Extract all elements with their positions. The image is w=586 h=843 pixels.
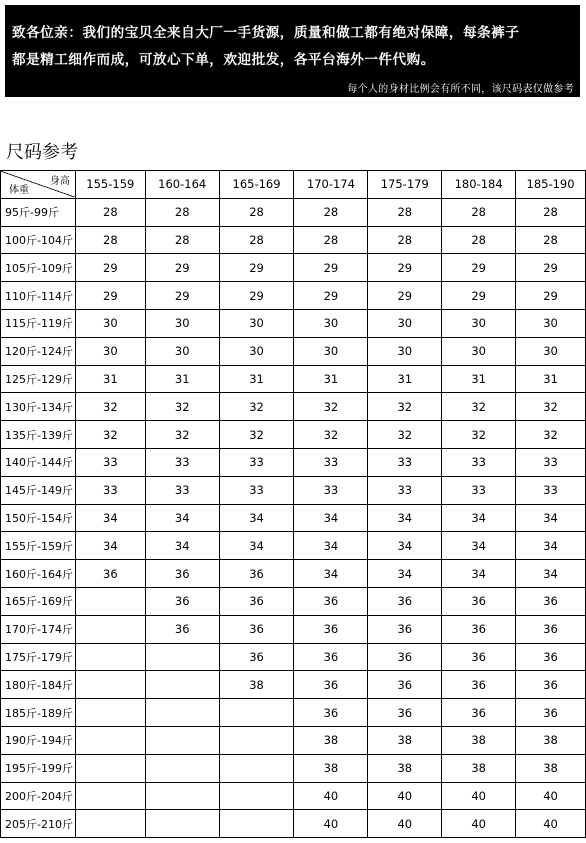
size-cell: 29: [75, 254, 145, 282]
size-cell: [145, 726, 219, 754]
weight-label: 195斤-199斤: [1, 754, 76, 782]
size-cell: 30: [294, 309, 368, 337]
notice-line-1: 致各位亲：我们的宝贝全来自大厂一手货源，质量和做工都有绝对保障，每条裤子: [12, 25, 520, 41]
size-cell: 33: [219, 476, 294, 504]
table-row: [1, 393, 586, 421]
size-cell: 36: [442, 699, 516, 727]
size-cell: 36: [294, 643, 368, 671]
size-cell: 32: [294, 393, 368, 421]
size-cell: 29: [145, 282, 219, 310]
size-cell: 34: [442, 560, 516, 588]
weight-label: 115斤-119斤: [1, 309, 76, 337]
size-cell: 38: [516, 726, 586, 754]
size-cell: 28: [145, 198, 219, 226]
size-cell: 28: [516, 226, 586, 254]
column-header: 160-164: [145, 171, 219, 199]
table-row: [1, 643, 586, 671]
size-cell: [145, 671, 219, 699]
size-cell: 29: [75, 282, 145, 310]
size-cell: 32: [442, 393, 516, 421]
size-cell: [75, 810, 145, 838]
size-cell: 33: [145, 448, 219, 476]
size-cell: 30: [75, 309, 145, 337]
size-cell: [145, 699, 219, 727]
size-cell: [219, 754, 294, 782]
header-row: [1, 171, 586, 199]
size-cell: 28: [368, 198, 442, 226]
weight-label: 125斤-129斤: [1, 365, 76, 393]
size-cell: 28: [442, 226, 516, 254]
size-cell: 33: [75, 448, 145, 476]
size-cell: 28: [145, 226, 219, 254]
table-row: [1, 476, 586, 504]
size-cell: 38: [294, 726, 368, 754]
size-cell: 33: [368, 448, 442, 476]
size-cell: 31: [368, 365, 442, 393]
size-cell: 32: [516, 421, 586, 449]
size-cell: 34: [516, 532, 586, 560]
table-row: [1, 810, 586, 838]
size-cell: 32: [368, 393, 442, 421]
size-cell: 36: [219, 560, 294, 588]
size-cell: 36: [516, 699, 586, 727]
size-cell: 29: [368, 254, 442, 282]
size-cell: 28: [294, 198, 368, 226]
size-cell: 33: [145, 476, 219, 504]
column-header: 180-184: [442, 171, 516, 199]
size-cell: 34: [442, 504, 516, 532]
size-cell: 30: [75, 337, 145, 365]
size-cell: 36: [145, 587, 219, 615]
size-cell: 40: [442, 810, 516, 838]
size-cell: 36: [75, 560, 145, 588]
size-cell: 30: [442, 337, 516, 365]
size-cell: [75, 782, 145, 810]
size-cell: 31: [442, 365, 516, 393]
notice-line-2: 都是精工细作而成，可放心下单，欢迎批发，各平台海外一件代购。: [12, 52, 435, 68]
size-cell: 29: [219, 282, 294, 310]
size-cell: 32: [516, 393, 586, 421]
size-cell: [75, 671, 145, 699]
size-cell: 36: [145, 615, 219, 643]
size-cell: [145, 643, 219, 671]
weight-label: 120斤-124斤: [1, 337, 76, 365]
table-row: [1, 726, 586, 754]
column-header: 170-174: [294, 171, 368, 199]
size-cell: 36: [516, 643, 586, 671]
size-cell: 34: [368, 560, 442, 588]
weight-label: 200斤-204斤: [1, 782, 76, 810]
table-row: [1, 421, 586, 449]
size-cell: 38: [442, 726, 516, 754]
size-cell: 32: [145, 421, 219, 449]
weight-label: 145斤-149斤: [1, 476, 76, 504]
size-cell: 34: [294, 532, 368, 560]
size-cell: 28: [219, 198, 294, 226]
size-cell: 33: [442, 476, 516, 504]
weight-label: 205斤-210斤: [1, 810, 76, 838]
notice-disclaimer: 每个人的身材比例会有所不同，该尺码表仅做参考: [347, 84, 574, 95]
size-cell: 32: [145, 393, 219, 421]
size-cell: [219, 699, 294, 727]
section-title: 尺码参考: [6, 142, 78, 163]
weight-label: 130斤-134斤: [1, 393, 76, 421]
weight-label: 165斤-169斤: [1, 587, 76, 615]
size-cell: 28: [219, 226, 294, 254]
size-cell: 32: [75, 393, 145, 421]
table-row: [1, 615, 586, 643]
column-header: 165-169: [219, 171, 294, 199]
size-cell: 29: [516, 254, 586, 282]
size-cell: 30: [294, 337, 368, 365]
table-row: [1, 309, 586, 337]
size-cell: 36: [442, 671, 516, 699]
size-cell: 36: [442, 643, 516, 671]
size-cell: 30: [516, 309, 586, 337]
size-cell: 28: [516, 198, 586, 226]
weight-label: 175斤-179斤: [1, 643, 76, 671]
size-cell: 34: [442, 532, 516, 560]
size-cell: 31: [219, 365, 294, 393]
size-cell: 28: [294, 226, 368, 254]
size-cell: 28: [75, 226, 145, 254]
column-header: 185-190: [516, 171, 586, 199]
size-cell: 34: [219, 532, 294, 560]
size-cell: 28: [75, 198, 145, 226]
table-row: [1, 504, 586, 532]
size-cell: 31: [294, 365, 368, 393]
size-cell: 30: [219, 309, 294, 337]
size-cell: [75, 615, 145, 643]
size-cell: 36: [145, 560, 219, 588]
size-cell: 40: [516, 782, 586, 810]
table-row: [1, 337, 586, 365]
notice-banner: [5, 5, 580, 97]
size-cell: [75, 754, 145, 782]
size-cell: 38: [294, 754, 368, 782]
size-cell: 34: [75, 532, 145, 560]
size-cell: 40: [294, 810, 368, 838]
table-row: [1, 560, 586, 588]
size-cell: 32: [75, 421, 145, 449]
size-cell: 32: [368, 421, 442, 449]
size-cell: [75, 726, 145, 754]
size-cell: 30: [145, 309, 219, 337]
size-cell: [145, 754, 219, 782]
size-cell: 36: [219, 643, 294, 671]
size-cell: 38: [368, 726, 442, 754]
size-cell: 33: [442, 448, 516, 476]
size-cell: 30: [368, 309, 442, 337]
size-cell: 31: [75, 365, 145, 393]
size-cell: 36: [442, 587, 516, 615]
size-cell: 36: [219, 587, 294, 615]
size-cell: 34: [75, 504, 145, 532]
size-cell: [145, 810, 219, 838]
table-row: [1, 365, 586, 393]
weight-label: 185斤-189斤: [1, 699, 76, 727]
table-row: [1, 532, 586, 560]
size-cell: [219, 726, 294, 754]
size-cell: [219, 810, 294, 838]
size-cell: 31: [145, 365, 219, 393]
size-cell: 36: [442, 615, 516, 643]
size-cell: 36: [294, 587, 368, 615]
size-cell: 30: [368, 337, 442, 365]
size-cell: 36: [368, 615, 442, 643]
size-cell: 32: [294, 421, 368, 449]
weight-label: 140斤-144斤: [1, 448, 76, 476]
size-cell: 36: [294, 699, 368, 727]
column-header: 175-179: [368, 171, 442, 199]
table-row: [1, 282, 586, 310]
size-cell: 34: [368, 532, 442, 560]
size-cell: 29: [219, 254, 294, 282]
size-cell: 34: [145, 504, 219, 532]
size-cell: 38: [219, 671, 294, 699]
size-cell: 36: [368, 671, 442, 699]
table-row: [1, 671, 586, 699]
size-cell: 38: [516, 754, 586, 782]
size-cell: 40: [368, 810, 442, 838]
size-cell: 38: [442, 754, 516, 782]
weight-label: 135斤-139斤: [1, 421, 76, 449]
size-cell: [75, 587, 145, 615]
size-cell: 34: [516, 560, 586, 588]
size-cell: 28: [368, 226, 442, 254]
weight-label: 170斤-174斤: [1, 615, 76, 643]
size-cell: 33: [294, 448, 368, 476]
size-cell: 36: [368, 643, 442, 671]
size-cell: 40: [368, 782, 442, 810]
size-cell: 38: [368, 754, 442, 782]
size-cell: 34: [294, 504, 368, 532]
size-cell: 40: [516, 810, 586, 838]
size-cell: 33: [516, 448, 586, 476]
size-cell: 32: [442, 421, 516, 449]
size-cell: 34: [516, 504, 586, 532]
size-cell: 36: [368, 587, 442, 615]
size-cell: [75, 699, 145, 727]
size-cell: 29: [294, 282, 368, 310]
size-cell: 30: [219, 337, 294, 365]
size-cell: 30: [442, 309, 516, 337]
table-row: [1, 587, 586, 615]
height-axis-label: 身高: [49, 176, 70, 188]
size-cell: 33: [75, 476, 145, 504]
size-cell: 29: [294, 254, 368, 282]
size-cell: 40: [294, 782, 368, 810]
size-cell: 36: [219, 615, 294, 643]
table-row: [1, 699, 586, 727]
size-cell: 33: [368, 476, 442, 504]
size-cell: [75, 643, 145, 671]
table-row: [1, 754, 586, 782]
size-cell: 29: [145, 254, 219, 282]
size-chart-table: [0, 170, 586, 838]
table-row: [1, 226, 586, 254]
size-cell: 36: [516, 671, 586, 699]
size-cell: 29: [442, 282, 516, 310]
size-cell: 30: [145, 337, 219, 365]
size-cell: 36: [516, 615, 586, 643]
table-row: [1, 254, 586, 282]
size-cell: 33: [294, 476, 368, 504]
size-cell: 33: [516, 476, 586, 504]
size-cell: 36: [368, 699, 442, 727]
size-cell: 34: [368, 504, 442, 532]
corner-cell: [1, 171, 76, 199]
weight-label: 190斤-194斤: [1, 726, 76, 754]
size-cell: 36: [294, 615, 368, 643]
size-cell: 34: [219, 504, 294, 532]
size-cell: 34: [294, 560, 368, 588]
weight-label: 150斤-154斤: [1, 504, 76, 532]
size-cell: [145, 782, 219, 810]
size-cell: [219, 782, 294, 810]
size-cell: 34: [145, 532, 219, 560]
size-cell: 33: [219, 448, 294, 476]
weight-axis-label: 体重: [9, 185, 29, 197]
size-cell: 36: [516, 587, 586, 615]
size-cell: 28: [442, 198, 516, 226]
size-cell: 32: [219, 421, 294, 449]
size-cell: 31: [516, 365, 586, 393]
weight-label: 155斤-159斤: [1, 532, 76, 560]
size-cell: 36: [294, 671, 368, 699]
size-cell: 29: [368, 282, 442, 310]
size-cell: 29: [516, 282, 586, 310]
size-cell: 40: [442, 782, 516, 810]
table-row: [1, 782, 586, 810]
weight-label: 95斤-99斤: [1, 198, 76, 226]
table-row: [1, 198, 586, 226]
table-row: [1, 448, 586, 476]
weight-label: 105斤-109斤: [1, 254, 76, 282]
weight-label: 100斤-104斤: [1, 226, 76, 254]
weight-label: 110斤-114斤: [1, 282, 76, 310]
weight-label: 180斤-184斤: [1, 671, 76, 699]
size-cell: 30: [516, 337, 586, 365]
size-cell: 32: [219, 393, 294, 421]
weight-label: 160斤-164斤: [1, 560, 76, 588]
column-header: 155-159: [75, 171, 145, 199]
size-cell: 29: [442, 254, 516, 282]
